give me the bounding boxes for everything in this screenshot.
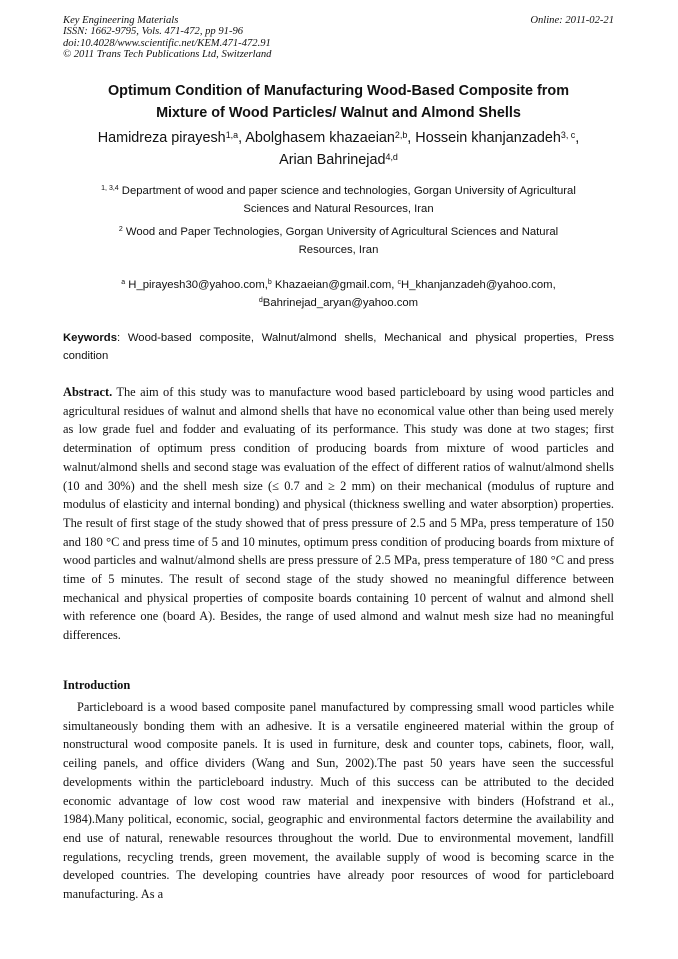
author-sup: 1,a	[225, 130, 239, 141]
author-sup: 2,b	[394, 130, 408, 141]
affiliation-2	[63, 223, 614, 259]
email: H_khanjanzadeh@yahoo.com,	[401, 279, 556, 291]
paper-title	[63, 80, 614, 124]
journal-header	[63, 15, 614, 61]
abstract-text: The aim of this study was to manufacture wood based particleboard by using wood particles and agricultural residues of walnut and almond shells that have no economical value other than being used merely as low grade fuel and fodder and evaluating of its performance. This study was done at two stages; first determination of optimum press condition of producing boards from mixture of wood particles and walnut/almond shells and second stage was evaluation of the effect of different ratios of walnut/almond shells (10 and 30%) and the shell mesh size (≤ 0.7 and ≥ 2 mm) on their mechanical (modulus of rupture and modulus of elasticity and internal bonding) and physical (thickness swelling and water absorption) properties. The result of first stage of the study showed that of press pressure of 2.5 and 5 MPa, press temperature of 150 and 180 °C and press time of 5 and 10 minutes, optimum press condition of producing boards from mixture of wood particles and walnut/almond shells are press pressure of 2.5 MPa, press temperature of 180 °C and press time of 5 minutes. The result of second stage of the study showed no meaningful difference between mechanical and physical properties of composite boards containing 10 percent of walnut and almond shell with reference one (board A). Besides, the range of used almond and walnut mesh size had no meaningful differences.	[63, 385, 614, 643]
abstract-label: Abstract.	[63, 385, 113, 399]
affiliation-line: Department of wood and paper science and technologies, Gorgan University of Agricultural	[118, 185, 576, 197]
affiliation-line: Sciences and Natural Resources, Iran	[243, 203, 434, 215]
issn-line: ISSN: 1662-9795, Vols. 471-472, pp 91-96	[63, 26, 244, 38]
copyright-line: © 2011 Trans Tech Publications Ltd, Switzerland	[63, 49, 272, 61]
affiliation-1	[63, 182, 614, 218]
doi-line: doi:10.4028/www.scientific.net/KEM.471-472.91	[63, 37, 271, 49]
introduction-paragraph: Particleboard is a wood based composite panel manufactured by compressing small wood particles while simultaneously bonding them with an adhesive. It is a versatile engineered material within the group of nonstructural wood composite panels. It is used in furniture, desk and counter tops, cabinets, floor, wall, ceiling panels, and office dividers (Wang and Sun, 2002).The past 50 years have seen the successful developments within the particleboard industry. Much of this success can be attributed to the decided economic advantage of low cost wood raw material and inexpensive with binders (Hofstrand et al., 1984).Many political, economic, social, geographic and environmental factors determine the availability and end use of natural, renewable resources throughout the world. Due to environmental movement, landfill regulations, recycling trends, green movement, the available supply of wood is becoming scarce in the developed countries. The developing countries have already poor resources of wood for particleboard manufacturing. As a	[63, 700, 614, 902]
author-list	[63, 127, 614, 171]
online-date: Online: 2011-02-21	[530, 15, 614, 26]
author-separator: ,	[238, 130, 246, 146]
title-line-2: Mixture of Wood Particles/ Walnut and Almond Shells	[156, 105, 521, 121]
email-sup: a	[121, 278, 126, 286]
email-sup: c	[397, 278, 402, 286]
email-sup: d	[258, 296, 263, 304]
author-sup: 3, c	[560, 130, 576, 141]
affiliation-line: Wood and Paper Technologies, Gorgan University of Agricultural Sciences and Natural	[122, 226, 559, 238]
affiliation-sup: 1, 3,4	[101, 184, 119, 192]
email: Bahrinejad_aryan@yahoo.com	[262, 297, 419, 309]
keywords	[63, 330, 614, 365]
affiliation-sup: 2	[118, 225, 123, 233]
keywords-text: : Wood-based composite, Walnut/almond shells, Mechanical and physical properties, Press condition	[63, 332, 614, 362]
section-heading-introduction: Introduction	[63, 678, 131, 692]
author-name: Hamidreza pirayesh	[97, 130, 226, 146]
email-sup: b	[267, 278, 272, 286]
keywords-label: Keywords	[63, 332, 117, 344]
email: H_pirayesh30@yahoo.com,	[125, 279, 268, 291]
email: Khazaeian@gmail.com,	[271, 279, 398, 291]
author-sup: 4,d	[385, 152, 398, 163]
author-name: Arian Bahrinejad	[279, 152, 386, 168]
journal-name: Key Engineering Materials	[63, 15, 179, 26]
author-name: Hossein khanjanzadeh	[415, 130, 561, 146]
title-line-1: Optimum Condition of Manufacturing Wood-Based Composite from	[107, 83, 569, 99]
author-separator: ,	[575, 130, 580, 146]
author-separator: ,	[407, 130, 416, 146]
author-name: Abolghasem khazaeian	[245, 130, 395, 146]
abstract	[63, 383, 614, 645]
affiliation-line: Resources, Iran	[298, 244, 379, 256]
email-list	[63, 276, 614, 312]
